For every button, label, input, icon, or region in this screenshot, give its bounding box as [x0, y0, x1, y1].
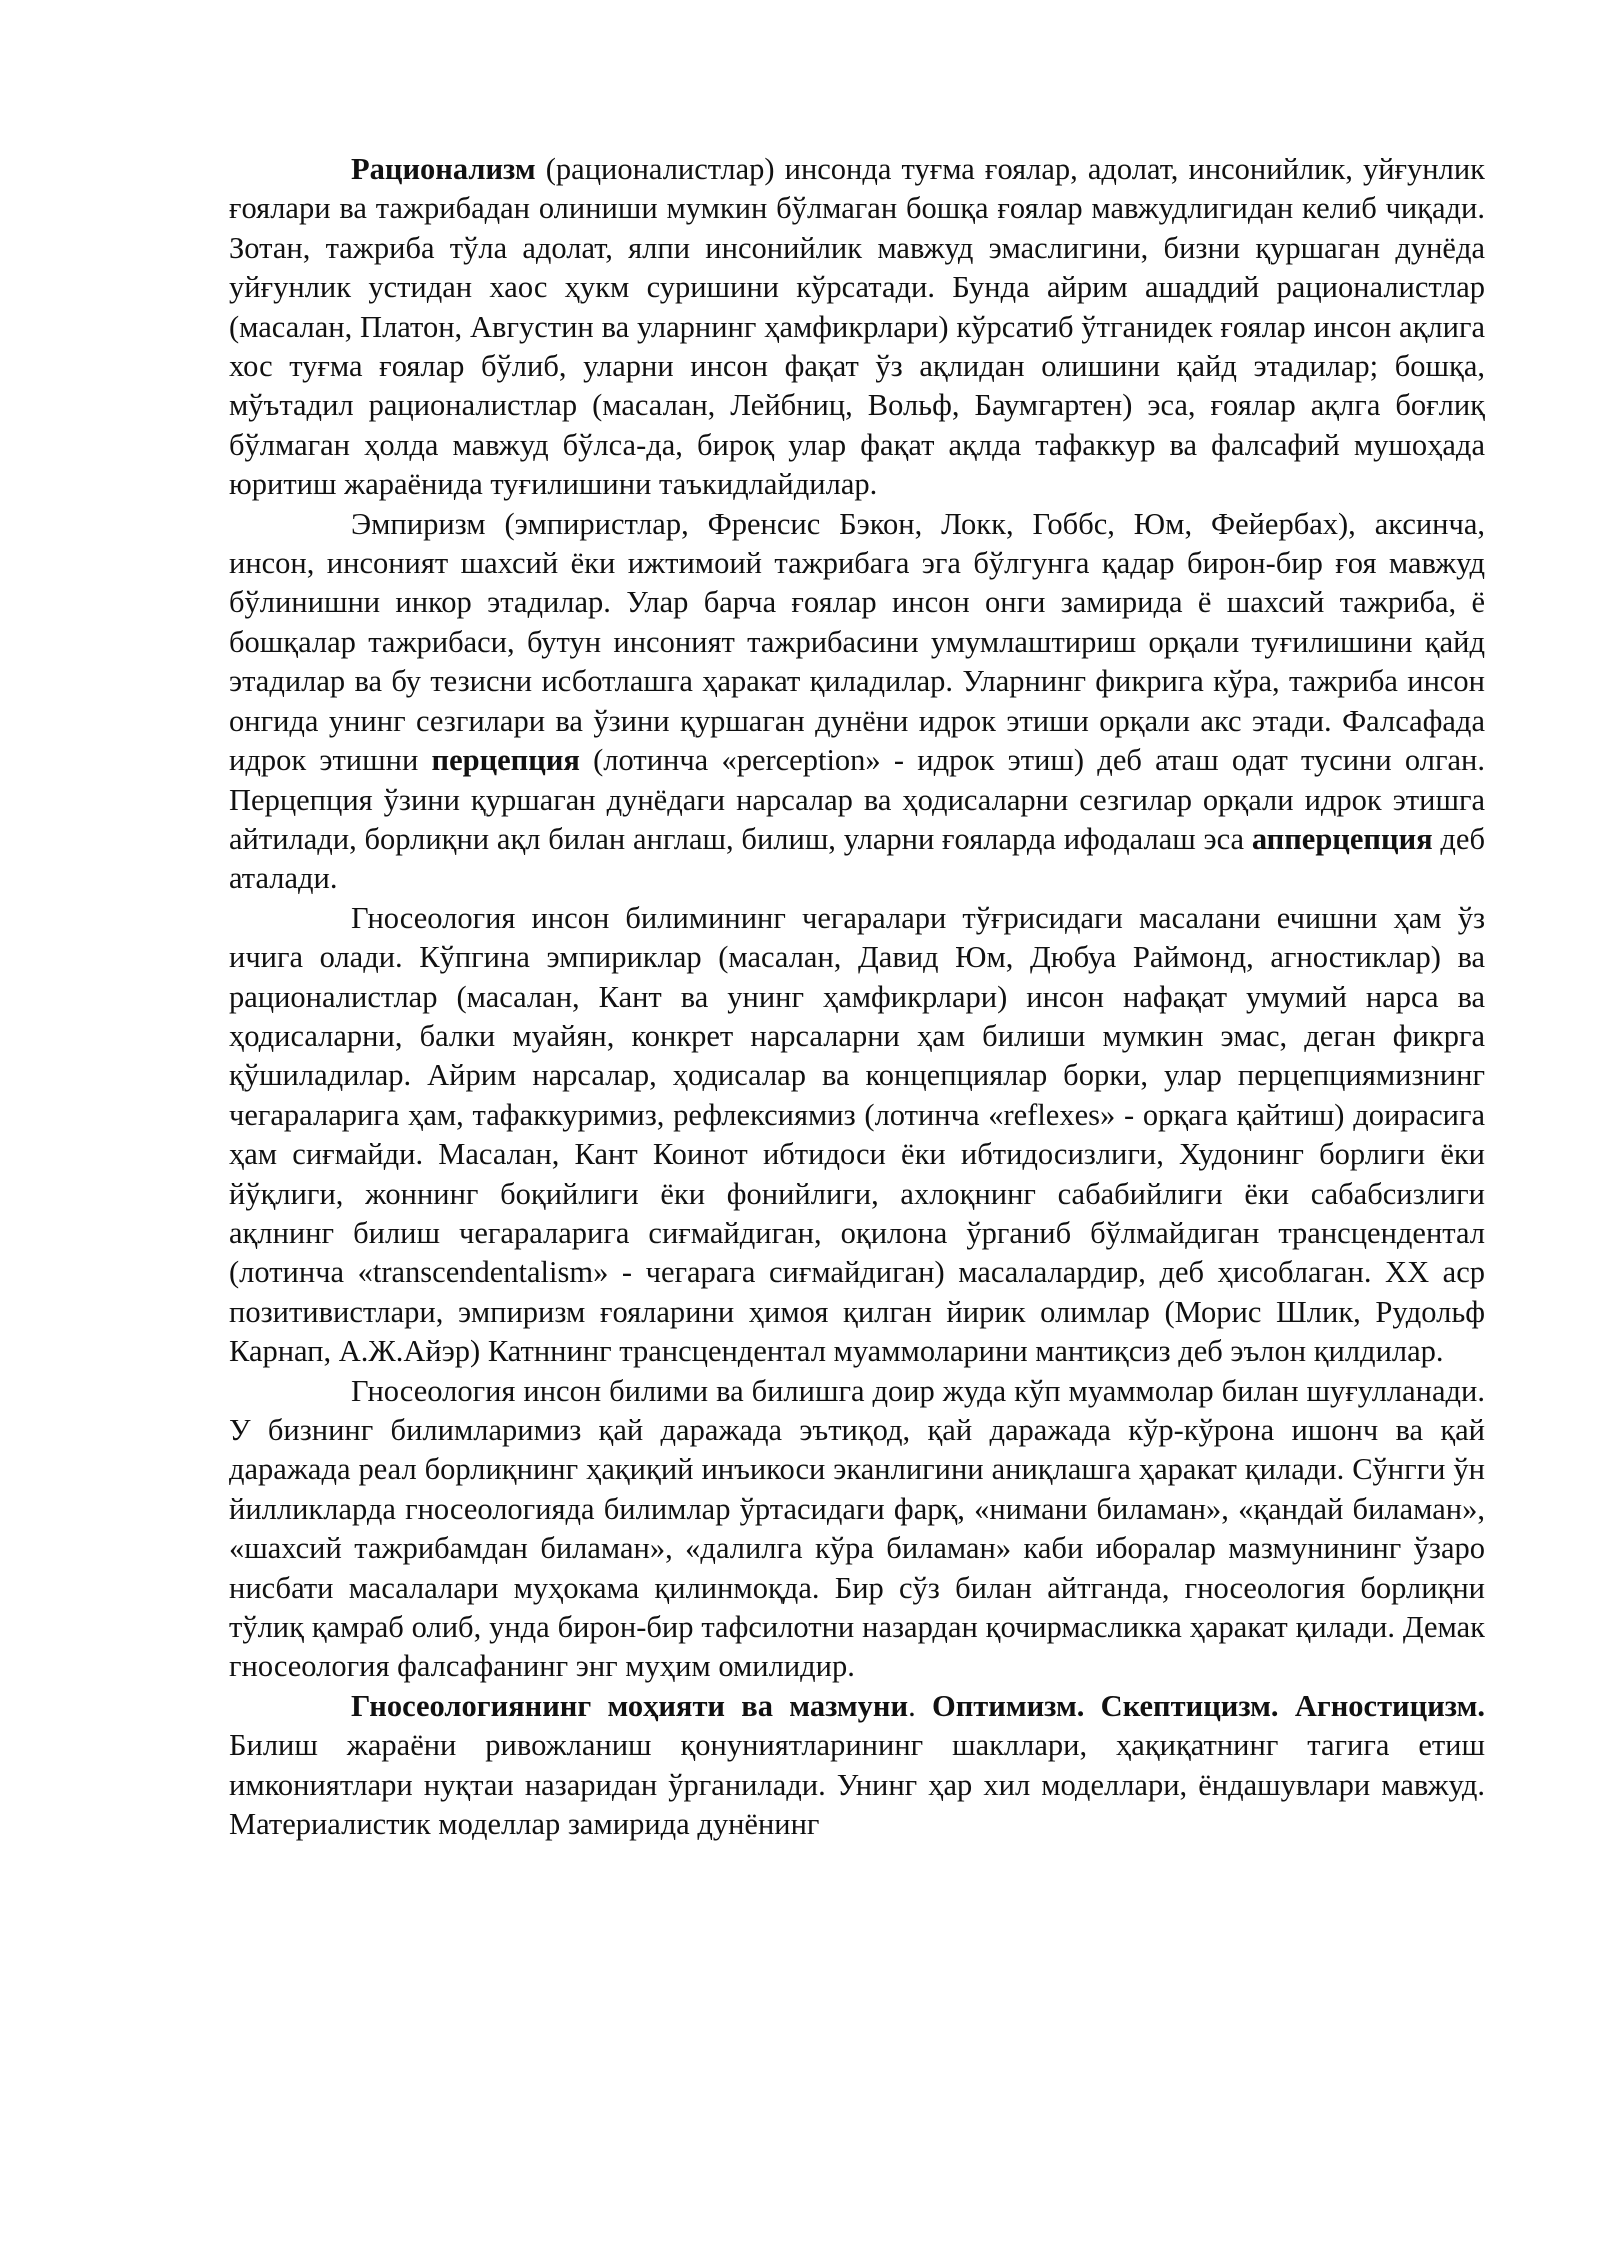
paragraph-gnoseology-problems — [229, 1372, 1485, 1687]
term-perception: перцепция — [431, 743, 580, 778]
paragraph-text: Эмпиризм (эмпиристлар, Френсис Бэкон, Локк, Гоббс, Юм, Фейербах), аксинча, инсон, инсоният шахсий ёки ижтимоий тажрибага эга бўлгунга қадар бирон-бир ғоя мавжуд бўлинишни инкор этадилар. Улар барча ғоялар инсон онги замирида ё шахсий тажриба, ё бошқалар тажрибаси, бутун инсоният тажрибасини умумлаштириш орқали туғилишини қайд этадилар ва бу тезисни исботлашга ҳаракат қиладилар. Уларнинг фикрига кўра, тажриба инсон онгида унинг сезгилари ва ўзини қуршаган дунёни идрок этиши орқали акс этади. Фалсафада идрок этишни — [229, 506, 1485, 778]
term-apperception: апперцепция — [1251, 821, 1433, 856]
paragraph-text: Билиш жараёни ривожланиш қонуниятларининг шакллари, ҳақиқатнинг тагига етиш имкониятлари нуқтаи назаридан ўрганилади. Унинг ҳар хил моделлари, ёндашувлари мавжуд. Материалистик моделлар замирида дунёнинг — [229, 1728, 1485, 1842]
heading-separator: . — [908, 1688, 932, 1723]
paragraph-text: (лотинча «perception» - идрок этиш) деб аташ одат тусини олган. Перцепция ўзини қуршаган дунёдаги нарсалар ва ҳодисаларни сезгилар орқали идрок этишга айтилади, борлиқни ақл билан англаш, билиш, уларни ғояларда ифодалаш эса — [229, 743, 1485, 856]
paragraph-rationalism — [229, 150, 1485, 505]
paragraph-gnoseology-essence — [229, 1687, 1485, 1845]
term-rationalism: Рационализм — [351, 152, 536, 186]
document-page — [229, 150, 1485, 1844]
paragraph-text: Гносеология инсон билими ва билишга доир жуда кўп муаммолар билан шуғулланади. У бизнинг билимларимиз қай даражада эътиқод, қай даражада кўр-кўрона ишонч ва қай даражада реал борлиқнинг ҳақиқий инъикоси эканлигини аниқлашга ҳаракат қилади. Сўнгги ўн йилликларда гносеологияда билимлар ўртасидаги фарқ, «нимани биламан», «қандай биламан», «шахсий тажрибамдан биламан», «далилга кўра биламан» каби иборалар мазмунининг ўзаро нисбати масалалари муҳокама қилинмоқда. Бир сўз билан айтганда, гносеология борлиқни тўлиқ қамраб олиб, унда бирон-бир тафсилотни назардан қочирмасликка ҳаракат қилади. Демак гносеология фалсафанинг энг муҳим омилидир. — [229, 1373, 1485, 1684]
section-subheading: Оптимизм. Скептицизм. Агностицизм. — [931, 1688, 1485, 1723]
paragraph-text: деб аталади. — [229, 821, 1485, 896]
section-heading: Гносеологиянинг моҳияти ва мазмуни — [351, 1688, 909, 1723]
paragraph-empiricism — [229, 505, 1485, 899]
paragraph-text: (рационалистлар) инсонда туғма ғоялар, адолат, инсонийлик, уйғунлик ғоялари ва тажрибадан олиниши мумкин бўлмаган бошқа ғоялар мавжудлигидан келиб чиқади. Зотан, тажриба тўла адолат, ялпи инсонийлик мавжуд эмаслигини, бизни қуршаган дунёда уйғунлик устидан хаос ҳукм суришини кўрсатади. Бунда айрим ашаддий рационалистлар (масалан, Платон, Августин ва уларнинг ҳамфикрлари) кўрсатиб ўтганидек ғоялар инсон ақлига хос туғма ғоялар бўлиб, уларни инсон фақат ўз ақлидан олишини қайд этадилар; бошқа, мўътадил рационалистлар (масалан, Лейбниц, Вольф, Баумгартен) эса, ғоялар ақлга боғлиқ бўлмаган ҳолда мавжуд бўлса-да, бироқ улар фақат ақлда тафаккур ва фалсафий мушоҳада юритиш жараёнида туғилишини таъкидлайдилар. — [229, 152, 1485, 502]
paragraph-limits-of-knowledge — [229, 899, 1485, 1372]
paragraph-text: Гносеология инсон билимининг чегаралари тўғрисидаги масалани ечишни ҳам ўз ичига олади. Кўпгина эмпириклар (масалан, Давид Юм, Дюбуа Раймонд, агностиклар) ва рационалистлар (масалан, Кант ва унинг ҳамфикрлари) инсон нафақат умумий нарса ва ҳодисаларни, балки муайян, конкрет нарсаларни ҳам билиши мумкин эмас, деган фикрга қўшиладилар. Айрим нарсалар, ҳодисалар ва концепциялар борки, улар перцепциямизнинг чегараларига ҳам, тафаккуримиз, рефлексиямиз (лотинча «reflexes» - орқага қайтиш) доирасига ҳам сиғмайди. Масалан, Кант Коинот ибтидоси ёки ибтидосизлиги, Худонинг борлиги ёки йўқлиги, жоннинг боқийлиги ёки фонийлиги, ахлоқнинг сабабийлиги ёки сабабсизлиги ақлнинг билиш чегараларига сиғмайдиган, оқилона ўрганиб бўлмайдиган трансцендентал (лотинча «transcendentalism» - чегарага сиғмайдиган) масалалардир, деб ҳисоблаган. XX аср позитивистлари, эмпиризм ғояларини ҳимоя қилган йирик олимлар (Морис Шлик, Рудольф Карнап, А.Ж.Айэр) Катннинг трансцендентал муаммоларини мантиқсиз деб эълон қилдилар. — [229, 900, 1485, 1369]
